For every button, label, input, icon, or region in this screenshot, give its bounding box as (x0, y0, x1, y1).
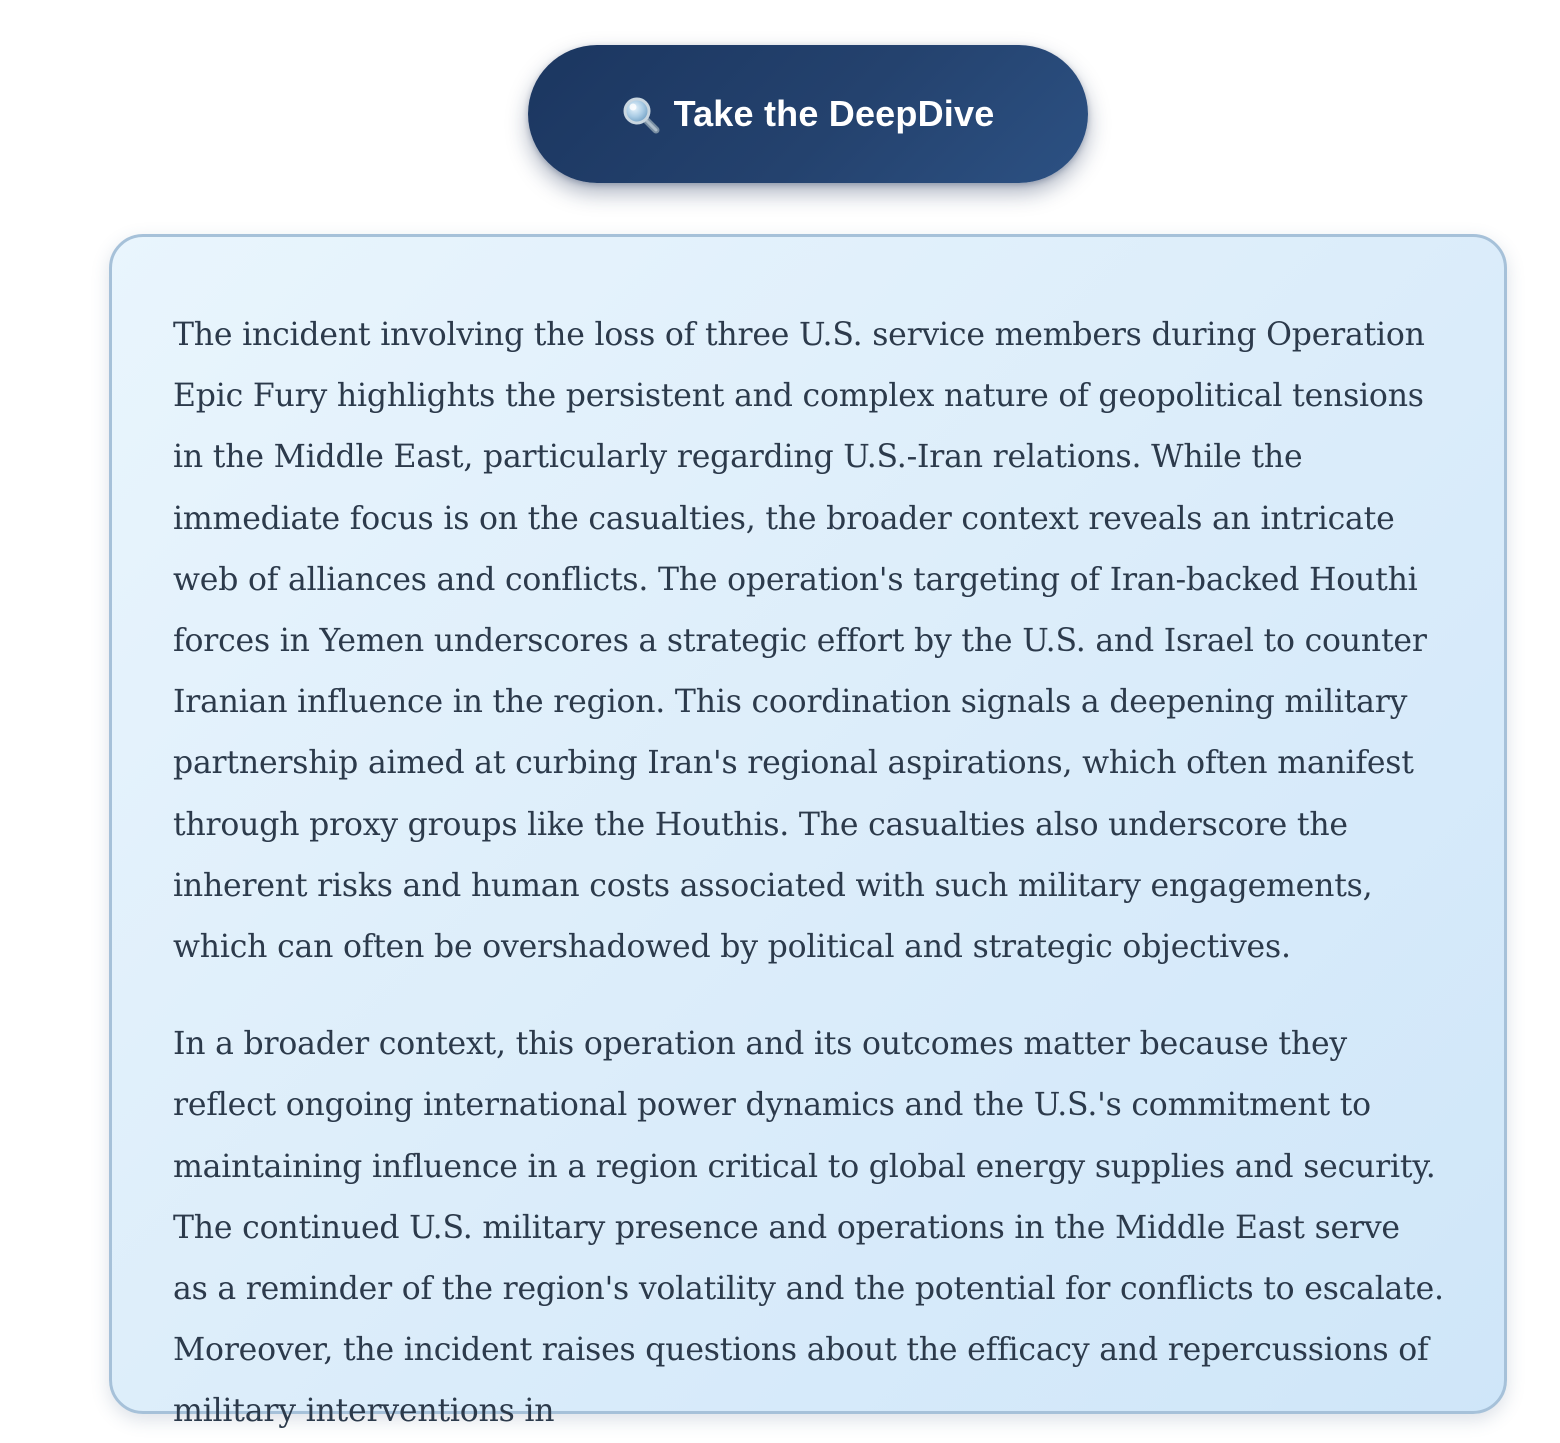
magnifying-glass-icon (622, 96, 660, 134)
article-paragraph: In a broader context, this operation and its outcomes matter because they reflect ongoing international power dynamics and the U.S.'s commitment to maintaining influence in a region critical to global energy supplies and security. The continued U.S. military presence and operations in the Middle East serve as a reminder of the region's volatility and the potential for conflicts to escalate. Moreover, the incident raises questions about the efficacy and repercussions of military interventions in (173, 1026, 1444, 1430)
deepdive-article-card (109, 234, 1507, 1430)
article-paragraph: The incident involving the loss of three U.S. service members during Operation Epic Fury highlights the persistent and complex nature of geopolitical tensions in the Middle East, particularly regarding U.S.-Iran relations. While the immediate focus is on the casualties, the broader context reveals an intricate web of alliances and conflicts. The operation's targeting of Iran-backed Houthi forces in Yemen underscores a strategic effort by the U.S. and Israel to counter Iranian influence in the region. This coordination signals a deepening military partnership aimed at curbing Iran's regional aspirations, which often manifest through proxy groups like the Houthis. The casualties also underscore the inherent risks and human costs associated with such military engagements, which can often be overshadowed by political and strategic objectives. (173, 317, 1427, 966)
take-deepdive-label: Take the DeepDive (673, 93, 995, 134)
take-deepdive-button[interactable] (528, 45, 1088, 183)
